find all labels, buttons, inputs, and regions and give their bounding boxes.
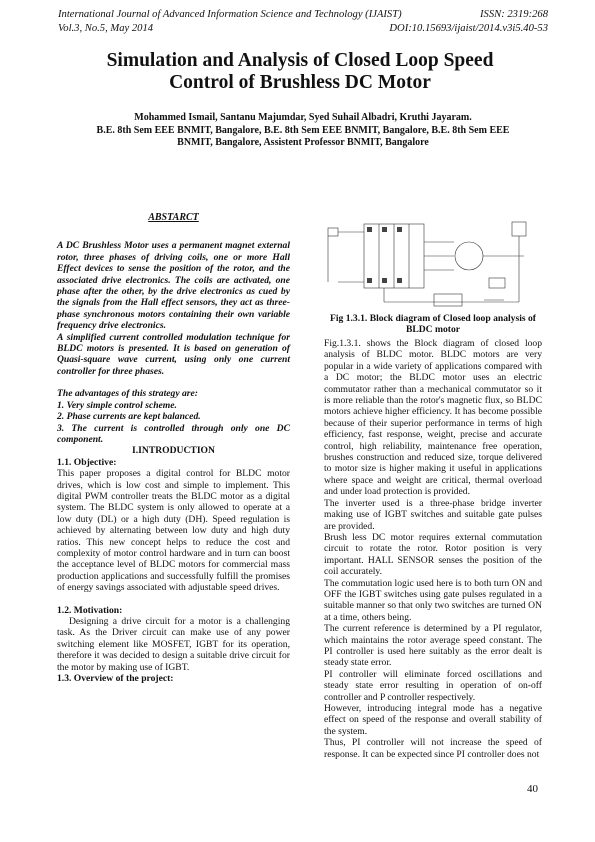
abstract-heading: ABSTARCT	[148, 212, 199, 223]
body-paragraph: Brush less DC motor requires external commutation circuit to rotate the rotor. Rotor position is very important. HALL SENSOR senses the position of the coil accurately.	[324, 531, 542, 578]
body-paragraph: The inverter used is a three-phase bridge inverter making use of IGBT switches and suitable gate pulses are provided.	[324, 497, 542, 532]
advantage-item: 1. Very simple control scheme.	[57, 399, 177, 411]
objective-heading: 1.1. Objective:	[57, 456, 117, 468]
volume: Vol.3, No.5, May 2014	[58, 22, 154, 34]
author-affiliations-2: BNMIT, Bangalore, Assistent Professor BNMIT, Bangalore	[177, 137, 429, 148]
body-paragraph: Fig.1.3.1. shows the Block diagram of closed loop analysis of BLDC motor. BLDC motors are very popular in a wide variety of applications compared with a DC motor; the BLDC motor uses an electric commutator rather than a mechanical commutator so it is more reliable than the rotor's magnetic flux, so BLDC motors achieve higher efficiency. It has become possible because of their superior performance in terms of high efficiency, fast response, weight, precise and accurate control, high reliability, maintenance free operation, brushes construction and reduced size, torque delivered to motor size is higher making it useful in applications where space and weight are critical, thermal overload and under load protection is provided.	[324, 338, 542, 498]
introduction-heading: I.INTRODUCTION	[132, 445, 215, 457]
running-header	[58, 8, 548, 35]
page-number: 40	[527, 783, 538, 795]
author-affiliations-1: B.E. 8th Sem EEE BNMIT, Bangalore, B.E. 8th Sem EEE BNMIT, Bangalore, B.E. 8th Sem EEE	[96, 124, 510, 136]
overview-heading: 1.3. Overview of the project:	[57, 673, 174, 685]
paper-title	[40, 50, 560, 94]
title-line-2: Control of Brushless DC Motor	[169, 72, 431, 93]
body-paragraph: Thus, PI controller will not increase the speed of response. It can be expected since PI controller does not	[324, 737, 542, 760]
body-paragraph: However, introducing integral mode has a negative effect on speed of the response and overall stability of the system.	[324, 703, 542, 737]
advantages-intro: The advantages of this strategy are:	[57, 388, 198, 400]
advantage-item: 3. The current is controlled through only one DC component.	[57, 422, 290, 445]
issn: ISSN: 2319:268	[480, 9, 548, 20]
body-paragraph: The current reference is determined by a PI regulator, which maintains the rotor average speed constant. The PI controller is used here suitably as the error dealt is steady state error.	[324, 623, 542, 669]
body-paragraph: The commutation logic used here is to both turn ON and OFF the IGBT switches using gate pulses regulated in a suitable manner so that only two switches are turned ON at a time, others being.	[324, 577, 542, 623]
figure-caption: Fig 1.3.1. Block diagram of Closed loop analysis of BLDC motor	[329, 313, 536, 336]
author-block	[58, 112, 548, 150]
abstract-paragraph-2: A simplified current controlled modulation technique for BLDC motors is presented. It is based on generation of Quasi-square wave current, using only one current controller for three phases.	[57, 331, 290, 377]
sensor-block	[512, 222, 526, 236]
left-column	[57, 212, 290, 684]
abstract-paragraph-1: A DC Brushless Motor uses a permanent magnet external rotor, three phases of driving coils, one or more Hall Effect devices to sense the position of the rotor, and the associated drive electronics. The coils are activated, one phase after the other, by the drive electronics as cued by the signals from the Hall effect sensors, they act as three-phase synchronous motors containing their own variable frequency drive electronics.	[57, 240, 290, 332]
author-names: Mohammed Ismail, Santanu Majumdar, Syed Suhail Albadri, Kruthi Jayaram.	[134, 112, 472, 123]
title-line-1: Simulation and Analysis of Closed Loop Speed	[106, 50, 494, 71]
journal-name: International Journal of Advanced Information Science and Technology (IJAIST)	[58, 9, 402, 20]
block-diagram-figure	[324, 212, 542, 310]
doi: DOI:10.15693/ijaist/2014.v3i5.40-53	[389, 22, 548, 34]
dc-source-block	[328, 228, 338, 236]
motivation-text: Designing a drive circuit for a motor is a challenging task. As the Driver circuit can make use of any power switching element like MOSFET, IGBT for its operation, therefore it was decided to design a suitable drive circuit for the motor by making use of IGBT.	[57, 616, 290, 673]
objective-text: This paper proposes a digital control for BLDC motor drives, which is low cost and simple to implement. This digital PWM controller treats the BLDC motor as a digital system. The BLDC system is only allowed to operate at a low duty (DL) or a high duty (DH). Speed regulation is achieved by alternating between low duty and high duty ratios. This new concept helps to reduce the cost and complexity of motor control hardware and in turn can boost the acceptance level of BLDC motors for commercial mass production applications and successfully fulfill the promises of energy savings associated with adjustable speed drives.	[57, 468, 290, 594]
advantage-item: 2. Phase currents are kept balanced.	[57, 411, 201, 423]
motivation-heading: 1.2. Motivation:	[57, 604, 123, 616]
motor-symbol	[455, 242, 483, 270]
controller-block	[434, 294, 462, 306]
right-column	[324, 338, 542, 760]
body-paragraph: PI controller will eliminate forced oscillations and steady state error resulting in operation of on-off controller and P controller respectively.	[324, 668, 542, 703]
